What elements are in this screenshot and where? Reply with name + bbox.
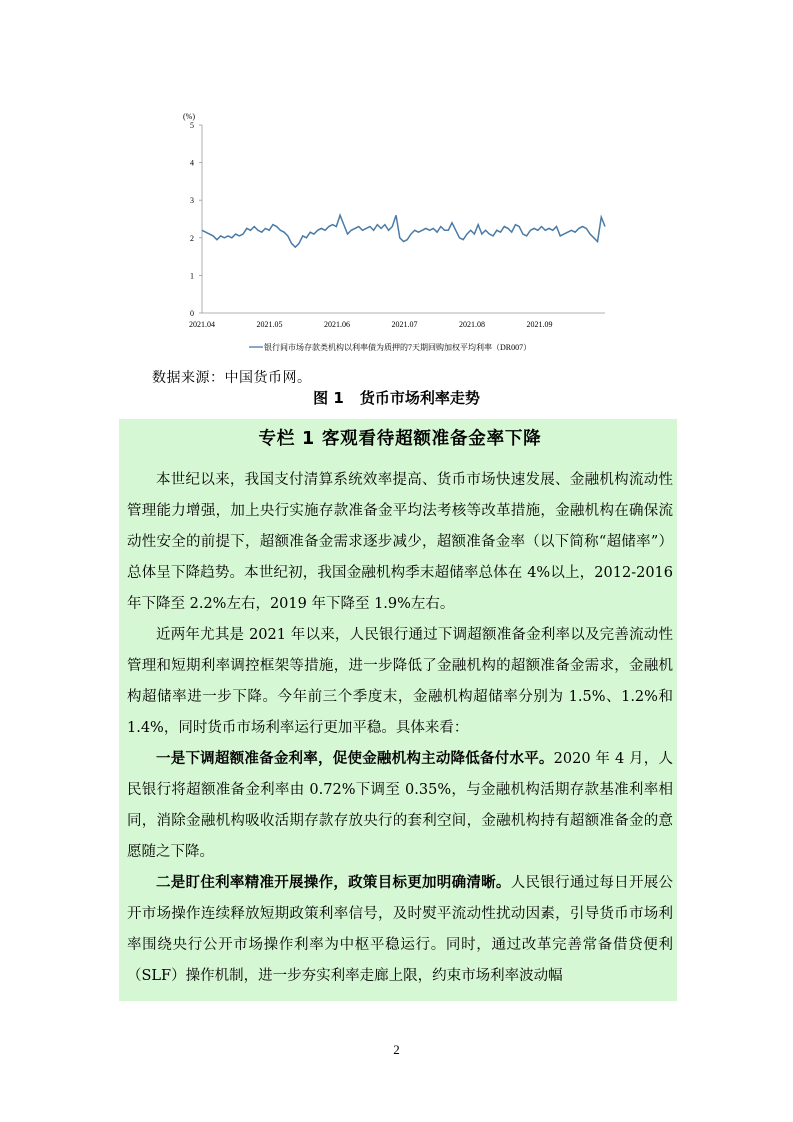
x-tick-label-3: 2021.07 <box>391 320 418 329</box>
paragraph-1: 本世纪以来，我国支付清算系统效率提高、货币市场快速发展、金融机构流动性管理能力增强，加上央行实施存款准备金平均法考核等改革措施，金融机构在确保流动性安全的前提下，超额准备金需求逐步减少，超额准备金率（以下简称“超储率”）总体呈下降趋势。本世纪初，我国金融机构季末超储率总体在 4%以上，2012-2016 年下降至 2.2%左右，2019 年下降至 1.9%左右。 <box>127 472 673 612</box>
x-tick-label-2: 2021.06 <box>324 320 350 329</box>
y-axis-unit: (%) <box>183 112 195 121</box>
paragraph-4-body: 人民银行通过每日开展公开市场操作连续释放短期政策利率信号，及时熨平流动性扰动因素，引导货币市场利率围绕央行公开市场操作利率为中枢平稳运行。同时，通过改革完善常备借贷便利（SLF）操作机制，进一步夯实利率走廊上限，约束市场利率波动幅 <box>127 875 674 984</box>
x-tick-label-5: 2021.09 <box>526 320 553 329</box>
paragraph-4 <box>127 868 673 992</box>
y-tick-label-5: 5 <box>190 121 194 130</box>
x-tick-label-1: 2021.05 <box>256 320 283 329</box>
x-axis-ticks <box>189 320 553 329</box>
paragraph-3 <box>127 744 673 868</box>
figure-title: 货币市场利率走势 <box>359 389 480 407</box>
y-tick-label-2: 2 <box>190 233 194 243</box>
column-title: 专栏 1 客观看待超额准备金率下降 <box>258 429 542 449</box>
y-axis-ticks <box>190 121 202 318</box>
paragraph-4-lead: 二是盯住利率精准开展操作，政策目标更加明确清晰。 <box>156 875 511 891</box>
legend-label: 银行间市场存款类机构以利率债为质押的7天期回购加权平均利率（DR007） <box>264 343 532 352</box>
paragraph-3-body: 2020 年 4 月，人民银行将超额准备金利率由 0.72%下调至 0.35%，与金融机构活期存款基准利率相同，消除金融机构吸收活期存款存放央行的套利空间，金融机构持有超额准备金的意愿随之下降。 <box>127 751 673 860</box>
dr007-series-line <box>202 215 605 247</box>
figure-caption <box>0 387 793 408</box>
y-tick-label-4: 4 <box>190 158 194 168</box>
paragraph-3-lead: 一是下调超额准备金利率，促使金融机构主动降低备付水平。 <box>156 751 554 767</box>
paragraph-2: 近两年尤其是 2021 年以来，人民银行通过下调超额准备金利率以及完善流动性管理和短期利率调控框架等措施，进一步降低了金融机构的超额准备金需求，金融机构超储率进一步下降。今年前三个季度末，金融机构超储率分别为 1.5%、1.2%和 1.4%，同时货币市场利率运行更加平稳。具体来看： <box>127 627 673 736</box>
y-tick-label-1: 1 <box>190 271 194 281</box>
page-number: 2 <box>393 1042 400 1057</box>
data-source: 数据来源：中国货币网。 <box>152 370 312 386</box>
y-tick-label-3: 3 <box>190 196 194 206</box>
column-box <box>119 419 677 1001</box>
x-tick-label-0: 2021.04 <box>189 320 215 329</box>
rate-chart <box>165 105 625 355</box>
y-tick-label-0: 0 <box>190 309 194 318</box>
figure-number: 图 1 <box>313 389 344 407</box>
x-tick-label-4: 2021.08 <box>459 320 485 329</box>
